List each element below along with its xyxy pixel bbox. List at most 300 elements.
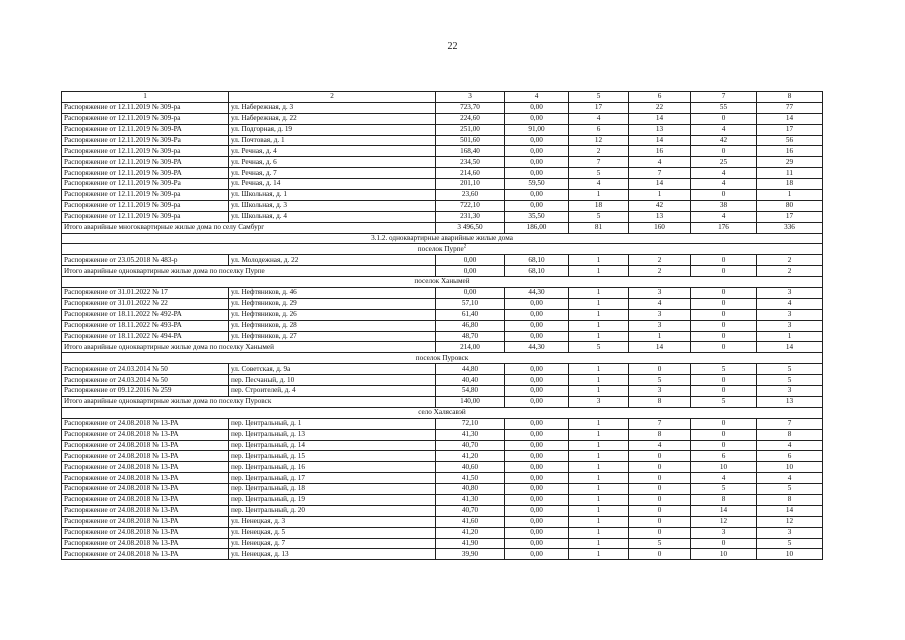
total-area-col4-cell: 186,00 (505, 222, 569, 233)
address-cell: пер. Центральный, д. 19 (229, 494, 436, 505)
count-col8-cell: 77 (757, 102, 823, 113)
area-col3-cell: 61,40 (436, 309, 505, 320)
count-col7-cell: 0 (691, 113, 757, 124)
count-col6-cell: 5 (629, 375, 691, 386)
total-count-col5-cell: 81 (569, 222, 629, 233)
count-col7-cell: 0 (691, 418, 757, 429)
section-heading (62, 244, 823, 255)
area-col4-cell: 0,00 (505, 386, 569, 397)
area-col4-cell: 0,00 (505, 494, 569, 505)
section-heading (62, 353, 823, 364)
area-col3-cell: 40,70 (436, 440, 505, 451)
count-col6-cell: 0 (629, 451, 691, 462)
area-col4-cell: 0,00 (505, 375, 569, 386)
document-cell: Распоряжение от 24.08.2018 № 13-РА (62, 549, 229, 560)
page-number: 22 (447, 41, 458, 52)
count-col8-cell: 3 (757, 309, 823, 320)
column-number-header: 4 (505, 92, 569, 103)
area-col3-cell: 234,50 (436, 157, 505, 168)
count-col8-cell: 14 (757, 113, 823, 124)
count-col5-cell: 1 (569, 364, 629, 375)
total-area-col4-cell: 0,00 (505, 396, 569, 407)
area-col4-cell: 0,00 (505, 516, 569, 527)
section-heading-text: 3.1.2. одноквартирные аварийные жилые дома (371, 233, 513, 242)
section-heading (62, 233, 823, 244)
count-col6-cell: 3 (629, 288, 691, 299)
count-col6-cell: 0 (629, 484, 691, 495)
total-count-col6-cell: 14 (629, 342, 691, 353)
count-col6-cell: 1 (629, 331, 691, 342)
count-col7-cell: 4 (691, 124, 757, 135)
count-col7-cell: 25 (691, 157, 757, 168)
table-row (62, 331, 823, 342)
total-count-col8-cell: 13 (757, 396, 823, 407)
section-row (62, 277, 823, 288)
area-col4-cell: 0,00 (505, 364, 569, 375)
count-col5-cell: 1 (569, 298, 629, 309)
count-col8-cell: 10 (757, 462, 823, 473)
count-col6-cell: 8 (629, 429, 691, 440)
count-col8-cell: 17 (757, 211, 823, 222)
document-cell: Распоряжение от 12.11.2019 № 309-РА (62, 168, 229, 179)
total-count-col8-cell: 336 (757, 222, 823, 233)
count-col7-cell: 10 (691, 462, 757, 473)
count-col7-cell: 0 (691, 320, 757, 331)
count-col8-cell: 11 (757, 168, 823, 179)
area-col3-cell: 39,90 (436, 549, 505, 560)
area-col4-cell: 0,00 (505, 527, 569, 538)
address-cell: пер. Центральный, д. 16 (229, 462, 436, 473)
table-row (62, 200, 823, 211)
address-cell: ул. Ненецкая, д. 3 (229, 516, 436, 527)
section-heading-text: поселок Пуровск (415, 353, 469, 362)
count-col7-cell: 5 (691, 484, 757, 495)
count-col6-cell: 7 (629, 168, 691, 179)
address-cell: ул. Речная, д. 6 (229, 157, 436, 168)
count-col8-cell: 5 (757, 364, 823, 375)
total-count-col8-cell: 14 (757, 342, 823, 353)
total-area-col3-cell: 140,00 (436, 396, 505, 407)
area-col4-cell: 0,00 (505, 102, 569, 113)
table-row (62, 364, 823, 375)
column-number-header: 8 (757, 92, 823, 103)
area-col4-cell: 0,00 (505, 309, 569, 320)
column-number-header: 5 (569, 92, 629, 103)
count-col5-cell: 4 (569, 179, 629, 190)
count-col8-cell: 1 (757, 190, 823, 201)
table-row (62, 255, 823, 266)
area-col4-cell: 0,00 (505, 440, 569, 451)
count-col5-cell: 1 (569, 386, 629, 397)
area-col3-cell: 214,60 (436, 168, 505, 179)
count-col6-cell: 7 (629, 418, 691, 429)
address-cell: ул. Речная, д. 7 (229, 168, 436, 179)
area-col4-cell: 0,00 (505, 168, 569, 179)
table-row (62, 146, 823, 157)
total-area-col4-cell: 44,30 (505, 342, 569, 353)
address-cell: ул. Речная, д. 14 (229, 179, 436, 190)
count-col5-cell: 12 (569, 135, 629, 146)
area-col3-cell: 41,20 (436, 527, 505, 538)
count-col8-cell: 6 (757, 451, 823, 462)
address-cell: ул. Набережная, д. 22 (229, 113, 436, 124)
count-col8-cell: 3 (757, 527, 823, 538)
count-col6-cell: 13 (629, 211, 691, 222)
count-col5-cell: 1 (569, 451, 629, 462)
count-col8-cell: 7 (757, 418, 823, 429)
address-cell: ул. Ненецкая, д. 7 (229, 538, 436, 549)
document-cell: Распоряжение от 12.11.2019 № 309-РА (62, 157, 229, 168)
address-cell: ул. Речная, д. 4 (229, 146, 436, 157)
section-heading (62, 407, 823, 418)
table-row (62, 473, 823, 484)
area-col4-cell: 0,00 (505, 200, 569, 211)
total-count-col8-cell: 2 (757, 266, 823, 277)
count-col8-cell: 29 (757, 157, 823, 168)
count-col5-cell: 1 (569, 255, 629, 266)
count-col5-cell: 1 (569, 516, 629, 527)
table-row (62, 375, 823, 386)
address-cell: ул. Нефтяников, д. 26 (229, 309, 436, 320)
count-col5-cell: 1 (569, 429, 629, 440)
count-col8-cell: 3 (757, 386, 823, 397)
count-col8-cell: 1 (757, 331, 823, 342)
count-col6-cell: 5 (629, 538, 691, 549)
area-col3-cell: 224,60 (436, 113, 505, 124)
address-cell: ул. Нефтяников, д. 27 (229, 331, 436, 342)
address-cell: пер. Песчаный, д. 10 (229, 375, 436, 386)
table-row (62, 288, 823, 299)
count-col8-cell: 8 (757, 429, 823, 440)
area-col3-cell: 201,10 (436, 179, 505, 190)
count-col5-cell: 4 (569, 113, 629, 124)
count-col8-cell: 12 (757, 516, 823, 527)
area-col3-cell: 23,60 (436, 190, 505, 201)
count-col5-cell: 1 (569, 288, 629, 299)
count-col5-cell: 1 (569, 190, 629, 201)
count-col7-cell: 0 (691, 288, 757, 299)
table-row (62, 549, 823, 560)
count-col8-cell: 5 (757, 484, 823, 495)
table-row (62, 309, 823, 320)
document-cell: Распоряжение от 18.11.2022 № 494-РА (62, 331, 229, 342)
count-col8-cell: 4 (757, 298, 823, 309)
table-row (62, 179, 823, 190)
count-col5-cell: 1 (569, 473, 629, 484)
count-col8-cell: 4 (757, 473, 823, 484)
count-col7-cell: 0 (691, 331, 757, 342)
area-col3-cell: 54,80 (436, 386, 505, 397)
address-cell: пер. Центральный, д. 14 (229, 440, 436, 451)
count-col5-cell: 1 (569, 440, 629, 451)
area-col4-cell: 0,00 (505, 505, 569, 516)
area-col4-cell: 0,00 (505, 429, 569, 440)
count-col7-cell: 0 (691, 386, 757, 397)
count-col5-cell: 1 (569, 505, 629, 516)
document-cell: Распоряжение от 24.08.2018 № 13-РА (62, 484, 229, 495)
section-row (62, 244, 823, 255)
total-count-col6-cell: 2 (629, 266, 691, 277)
area-col3-cell: 0,00 (436, 255, 505, 266)
count-col7-cell: 5 (691, 364, 757, 375)
total-row (62, 342, 823, 353)
header-row (62, 92, 823, 103)
address-cell: ул. Набережная, д. 3 (229, 102, 436, 113)
address-cell: пер. Центральный, д. 15 (229, 451, 436, 462)
count-col8-cell: 3 (757, 288, 823, 299)
total-area-col3-cell: 3 496,50 (436, 222, 505, 233)
document-cell: Распоряжение от 24.08.2018 № 13-РА (62, 440, 229, 451)
address-cell: ул. Ненецкая, д. 13 (229, 549, 436, 560)
count-col5-cell: 18 (569, 200, 629, 211)
document-cell: Распоряжение от 12.11.2019 № 309-ра (62, 190, 229, 201)
count-col7-cell: 14 (691, 505, 757, 516)
count-col8-cell: 16 (757, 146, 823, 157)
area-col3-cell: 41,20 (436, 451, 505, 462)
count-col6-cell: 4 (629, 157, 691, 168)
address-cell: пер. Центральный, д. 1 (229, 418, 436, 429)
count-col6-cell: 1 (629, 190, 691, 201)
total-row (62, 222, 823, 233)
table-row (62, 484, 823, 495)
address-cell: ул. Школьная, д. 3 (229, 200, 436, 211)
count-col6-cell: 14 (629, 179, 691, 190)
count-col6-cell: 0 (629, 494, 691, 505)
document-cell: Распоряжение от 12.11.2019 № 309-Ра (62, 135, 229, 146)
count-col5-cell: 6 (569, 124, 629, 135)
count-col7-cell: 4 (691, 168, 757, 179)
document-cell: Распоряжение от 24.08.2018 № 13-РА (62, 473, 229, 484)
table-row (62, 190, 823, 201)
count-col8-cell: 17 (757, 124, 823, 135)
document-cell: Распоряжение от 24.08.2018 № 13-РА (62, 527, 229, 538)
table-row (62, 168, 823, 179)
area-col3-cell: 41,90 (436, 538, 505, 549)
area-col3-cell: 722,10 (436, 200, 505, 211)
document-cell: Распоряжение от 12.11.2019 № 309-Ра (62, 179, 229, 190)
area-col4-cell: 0,00 (505, 135, 569, 146)
area-col4-cell: 44,30 (505, 288, 569, 299)
area-col3-cell: 72,10 (436, 418, 505, 429)
count-col7-cell: 8 (691, 494, 757, 505)
column-number-header: 1 (62, 92, 229, 103)
count-col7-cell: 0 (691, 255, 757, 266)
count-col5-cell: 1 (569, 331, 629, 342)
document-cell: Распоряжение от 31.01.2022 № 22 (62, 298, 229, 309)
count-col7-cell: 0 (691, 298, 757, 309)
count-col5-cell: 2 (569, 146, 629, 157)
area-col3-cell: 41,30 (436, 494, 505, 505)
total-count-col6-cell: 160 (629, 222, 691, 233)
document-cell: Распоряжение от 24.08.2018 № 13-РА (62, 516, 229, 527)
table-row (62, 157, 823, 168)
address-cell: ул. Ненецкая, д. 5 (229, 527, 436, 538)
address-cell: ул. Почтовая, д. 1 (229, 135, 436, 146)
document-cell: Распоряжение от 09.12.2016 № 259 (62, 386, 229, 397)
address-cell: ул. Молодежная, д. 22 (229, 255, 436, 266)
count-col6-cell: 0 (629, 364, 691, 375)
address-cell: ул. Подгорная, д. 19 (229, 124, 436, 135)
count-col5-cell: 1 (569, 484, 629, 495)
count-col8-cell: 5 (757, 375, 823, 386)
total-area-col3-cell: 214,00 (436, 342, 505, 353)
count-col7-cell: 10 (691, 549, 757, 560)
count-col7-cell: 4 (691, 473, 757, 484)
count-col8-cell: 5 (757, 538, 823, 549)
count-col6-cell: 4 (629, 440, 691, 451)
table-row (62, 386, 823, 397)
column-number-header: 3 (436, 92, 505, 103)
total-area-col4-cell: 68,10 (505, 266, 569, 277)
area-col4-cell: 0,00 (505, 451, 569, 462)
document-cell: Распоряжение от 18.11.2022 № 492-РА (62, 309, 229, 320)
total-label: Итого аварийные одноквартирные жилые дома по поселку Пуровск (62, 396, 436, 407)
table-row (62, 429, 823, 440)
area-col4-cell: 0,00 (505, 484, 569, 495)
address-cell: ул. Нефтяников, д. 46 (229, 288, 436, 299)
area-col4-cell: 35,50 (505, 211, 569, 222)
document-cell: Распоряжение от 24.03.2014 № 50 (62, 375, 229, 386)
count-col7-cell: 0 (691, 538, 757, 549)
count-col8-cell: 3 (757, 320, 823, 331)
table-row (62, 505, 823, 516)
area-col3-cell: 40,40 (436, 375, 505, 386)
document-cell: Распоряжение от 24.08.2018 № 13-РА (62, 538, 229, 549)
total-count-col5-cell: 5 (569, 342, 629, 353)
table-row (62, 298, 823, 309)
document-cell: Распоряжение от 12.11.2019 № 309-РА (62, 124, 229, 135)
area-col3-cell: 40,80 (436, 484, 505, 495)
total-label: Итого аварийные многоквартирные жилые дома по селу Самбург (62, 222, 436, 233)
count-col6-cell: 0 (629, 516, 691, 527)
count-col5-cell: 5 (569, 211, 629, 222)
area-col3-cell: 723,70 (436, 102, 505, 113)
area-col4-cell: 0,00 (505, 146, 569, 157)
area-col3-cell: 168,40 (436, 146, 505, 157)
area-col4-cell: 0,00 (505, 113, 569, 124)
document-cell: Распоряжение от 24.08.2018 № 13-РА (62, 429, 229, 440)
total-count-col7-cell: 176 (691, 222, 757, 233)
document-cell: Распоряжение от 24.08.2018 № 13-РА (62, 494, 229, 505)
count-col8-cell: 56 (757, 135, 823, 146)
area-col4-cell: 0,00 (505, 549, 569, 560)
area-col3-cell: 41,60 (436, 516, 505, 527)
document-cell: Распоряжение от 24.03.2014 № 50 (62, 364, 229, 375)
count-col7-cell: 0 (691, 309, 757, 320)
column-number-header: 2 (229, 92, 436, 103)
count-col6-cell: 42 (629, 200, 691, 211)
table-row (62, 124, 823, 135)
count-col6-cell: 13 (629, 124, 691, 135)
area-col3-cell: 41,30 (436, 429, 505, 440)
count-col7-cell: 6 (691, 451, 757, 462)
table-row (62, 113, 823, 124)
count-col8-cell: 4 (757, 440, 823, 451)
count-col8-cell: 80 (757, 200, 823, 211)
address-cell: ул. Школьная, д. 4 (229, 211, 436, 222)
area-col4-cell: 59,50 (505, 179, 569, 190)
count-col7-cell: 0 (691, 146, 757, 157)
count-col6-cell: 14 (629, 113, 691, 124)
document-cell: Распоряжение от 12.11.2019 № 309-ра (62, 200, 229, 211)
document-cell: Распоряжение от 24.08.2018 № 13-РА (62, 451, 229, 462)
count-col7-cell: 3 (691, 527, 757, 538)
table-row (62, 538, 823, 549)
total-row (62, 396, 823, 407)
table-row (62, 516, 823, 527)
count-col5-cell: 1 (569, 538, 629, 549)
area-col4-cell: 0,00 (505, 538, 569, 549)
total-row (62, 266, 823, 277)
document-cell: Распоряжение от 12.11.2019 № 309-ра (62, 211, 229, 222)
count-col8-cell: 2 (757, 255, 823, 266)
area-col4-cell: 0,00 (505, 190, 569, 201)
document-cell: Распоряжение от 18.11.2022 № 493-РА (62, 320, 229, 331)
section-heading (62, 277, 823, 288)
section-row (62, 407, 823, 418)
address-cell: пер. Центральный, д. 13 (229, 429, 436, 440)
area-col4-cell: 0,00 (505, 462, 569, 473)
address-cell: пер. Центральный, д. 17 (229, 473, 436, 484)
count-col7-cell: 42 (691, 135, 757, 146)
count-col6-cell: 14 (629, 135, 691, 146)
count-col6-cell: 22 (629, 102, 691, 113)
area-col4-cell: 0,00 (505, 418, 569, 429)
count-col7-cell: 0 (691, 190, 757, 201)
table-row (62, 451, 823, 462)
count-col5-cell: 5 (569, 168, 629, 179)
document-cell: Распоряжение от 24.08.2018 № 13-РА (62, 418, 229, 429)
address-cell: ул. Нефтяников, д. 28 (229, 320, 436, 331)
section-heading-text: поселок Ханымей (414, 277, 470, 286)
count-col6-cell: 16 (629, 146, 691, 157)
count-col6-cell: 0 (629, 462, 691, 473)
count-col6-cell: 3 (629, 320, 691, 331)
area-col3-cell: 0,00 (436, 288, 505, 299)
total-count-col6-cell: 8 (629, 396, 691, 407)
area-col4-cell: 0,00 (505, 331, 569, 342)
table-row (62, 418, 823, 429)
table-row (62, 462, 823, 473)
document-cell: Распоряжение от 31.01.2022 № 17 (62, 288, 229, 299)
count-col6-cell: 2 (629, 255, 691, 266)
count-col7-cell: 12 (691, 516, 757, 527)
count-col7-cell: 38 (691, 200, 757, 211)
total-label: Итого аварийные одноквартирные жилые дома по поселку Ханымей (62, 342, 436, 353)
document-cell: Распоряжение от 12.11.2019 № 309-ра (62, 146, 229, 157)
area-col4-cell: 0,00 (505, 473, 569, 484)
area-col4-cell: 0,00 (505, 298, 569, 309)
address-cell: ул. Школьная, д. 1 (229, 190, 436, 201)
total-count-col7-cell: 0 (691, 266, 757, 277)
count-col7-cell: 4 (691, 179, 757, 190)
count-col5-cell: 17 (569, 102, 629, 113)
area-col3-cell: 40,60 (436, 462, 505, 473)
count-col5-cell: 1 (569, 320, 629, 331)
count-col5-cell: 1 (569, 375, 629, 386)
document-cell: Распоряжение от 12.11.2019 № 309-ра (62, 113, 229, 124)
area-col4-cell: 0,00 (505, 157, 569, 168)
total-count-col5-cell: 3 (569, 396, 629, 407)
total-count-col7-cell: 5 (691, 396, 757, 407)
table-row (62, 440, 823, 451)
count-col6-cell: 0 (629, 549, 691, 560)
emergency-housing-table (61, 91, 823, 560)
table-row (62, 527, 823, 538)
count-col6-cell: 0 (629, 505, 691, 516)
address-cell: пер. Строителей, д. 4 (229, 386, 436, 397)
table-row (62, 135, 823, 146)
